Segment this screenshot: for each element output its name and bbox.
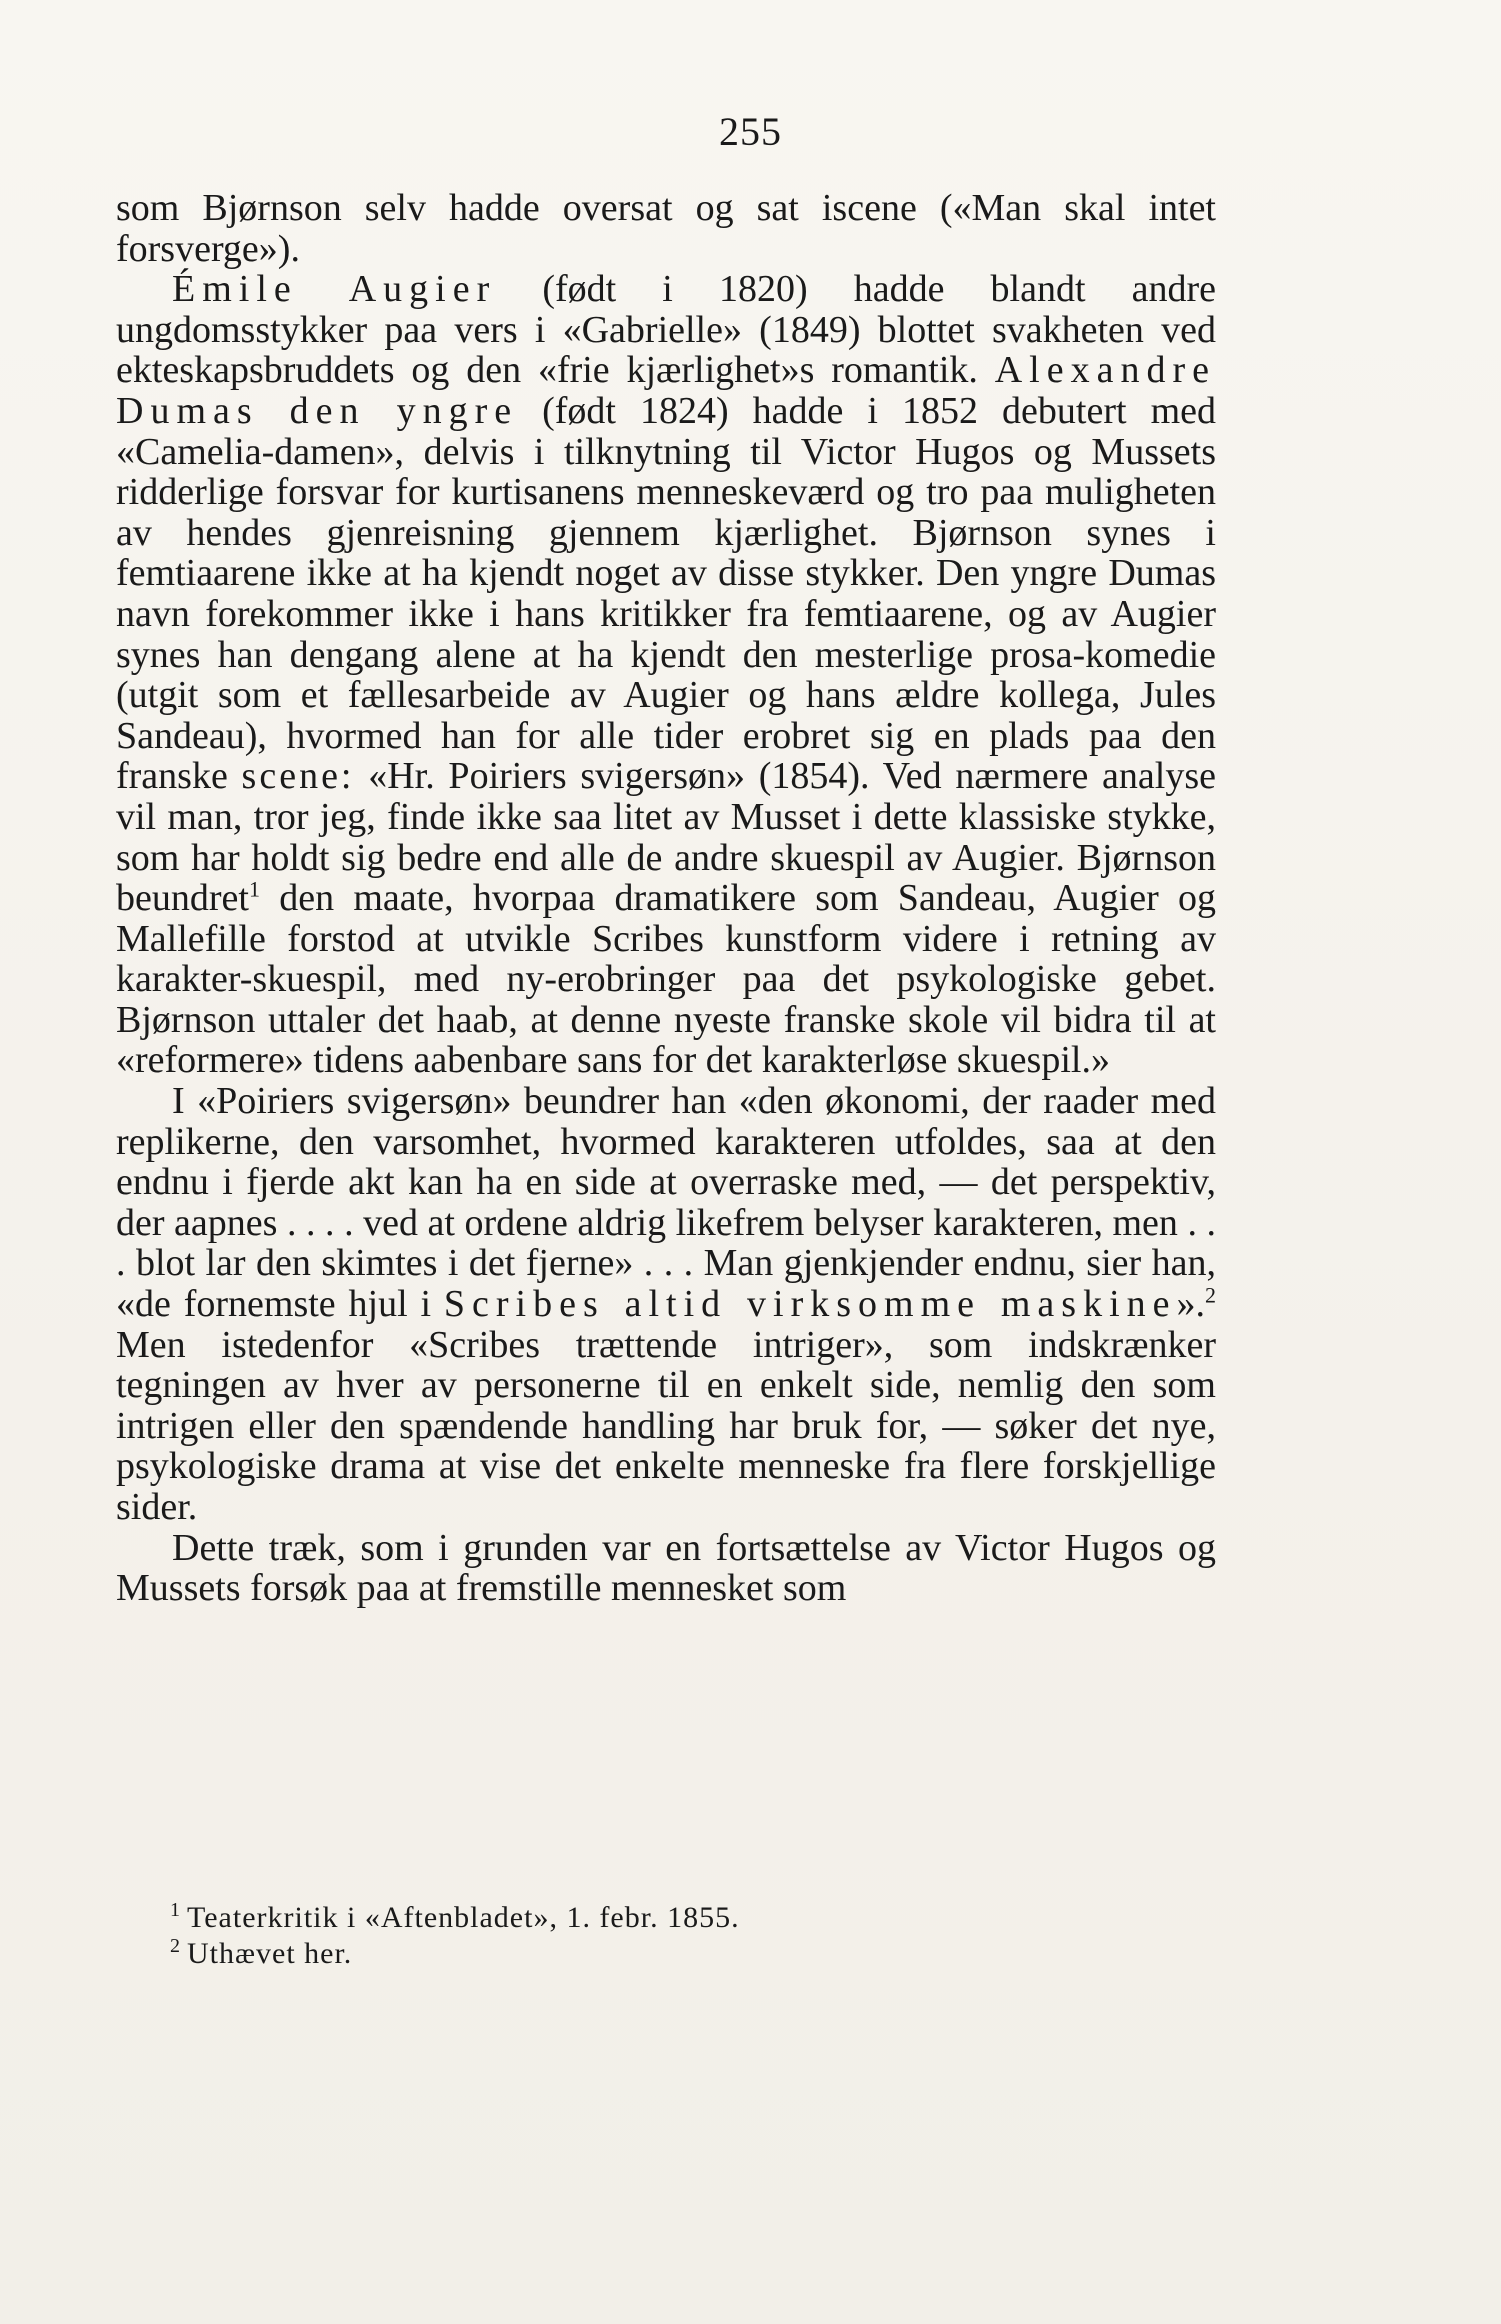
spaced-name-augier: Émile Augier bbox=[172, 268, 497, 311]
emphasized-phrase: Scribes altid virksomme maskine bbox=[443, 1283, 1177, 1326]
paragraph-4: Dette træk, som i grunden var en fortsættelse av Victor Hugos og Mussets forsøk paa at fremstille mennesket som bbox=[116, 1526, 1216, 1610]
paragraph-3-text-b: ». bbox=[1176, 1283, 1205, 1326]
paragraph-2-text-d: den maate, hvorpaa dramatikere som Sandeau, Augier og Mallefille forstod at utvikle Scribes kunstform videre i retning av karakter-skuespil, med ny-erobringer paa det psykologiske gebet. Bjørnson uttaler det haab, at denne nyeste franske skole vil bidra til at «reformere» tidens aabenbare sans for det karakterløse skuespil.» bbox=[116, 877, 1216, 1082]
footnote-1-mark: 1 bbox=[170, 1899, 181, 1921]
paragraph-2-text-a: (født i 1820) hadde blandt andre ungdomsstykker paa vers i «Gabrielle» (1849) blottet svakheten ved ekteskapsbruddets og den «frie kjærlighet»s romantik. bbox=[116, 268, 1216, 392]
paragraph-3-text-c: Men istedenfor «Scribes trættende intriger», som indskrænker tegningen av hver av personerne til en enkelt side, nemlig den som intrigen eller den spændende handling har bruk for, — søker det nye, psykologiske drama at vise det enkelte menneske fra flere forskjellige sider. bbox=[116, 1323, 1216, 1528]
footnote-ref-1: 1 bbox=[248, 876, 260, 902]
paragraph-1: som Bjørnson selv hadde oversat og sat iscene («Man skal intet forsverge»). bbox=[116, 187, 1216, 270]
paragraph-3 bbox=[116, 1081, 1216, 1528]
footnote-2-text: Uthævet her. bbox=[187, 1937, 353, 1970]
paragraph-3-text-a: I «Poiriers svigersøn» beundrer han «den økonomi, der raader med replikerne, den varsomhet, hvormed karakteren utfoldes, saa at den endnu i fjerde akt kan ha en side at overraske med, — det perspektiv, der aapnes . . . . ved at ordene aldrig likefrem belyser karakteren, men . . . blot lar den skimtes i det fjerne» . . . Man gjenkjender endnu, sier han, «de fornemste hjul i bbox=[116, 1080, 1216, 1326]
footnotes bbox=[170, 1900, 970, 1972]
paragraph-2-text-b: (født 1824) hadde i 1852 debutert med «Camelia-damen», delvis i tilknytning til Victor Hugos og Mussets ridderlige forsvar for kurtisanens menneskeværd og tro paa muligheten av hendes gjenreisning gjennem kjærlighet. Bjørnson synes i femtiaarene ikke at ha kjendt noget av disse stykker. Den yngre Dumas navn forekommer ikke i hans kritikker fra femtiaarene, og av Augier synes han dengang alene at ha kjendt den mesterlige prosa-komedie (utgit som et fællesarbeide av Augier og hans ældre kollega, Jules Sandeau), hvormed han for alle tider erobret sig en plads paa den franske bbox=[116, 389, 1216, 798]
body-text bbox=[116, 188, 1216, 1609]
footnote-2-mark: 2 bbox=[170, 1935, 181, 1957]
footnote-ref-2: 2 bbox=[1205, 1282, 1216, 1308]
paragraph-2 bbox=[116, 269, 1216, 1081]
spaced-name-dumas: Alexandre Dumas den yngre bbox=[116, 349, 1216, 432]
spaced-word-scene: scene: bbox=[241, 755, 355, 798]
footnote-1 bbox=[170, 1900, 970, 1936]
footnote-2 bbox=[170, 1936, 970, 1972]
paragraph-2-text-c: «Hr. Poiriers svigersøn» (1854). Ved nærmere analyse vil man, tror jeg, finde ikke saa litet av Musset i dette klassiske stykke, som har holdt sig bedre end alle de andre skuespil av Augier. Bjørnson beundret bbox=[116, 755, 1216, 920]
footnote-1-text: Teaterkritik i «Aftenbladet», 1. febr. 1855. bbox=[187, 1901, 740, 1934]
page-number: 255 bbox=[719, 109, 782, 154]
